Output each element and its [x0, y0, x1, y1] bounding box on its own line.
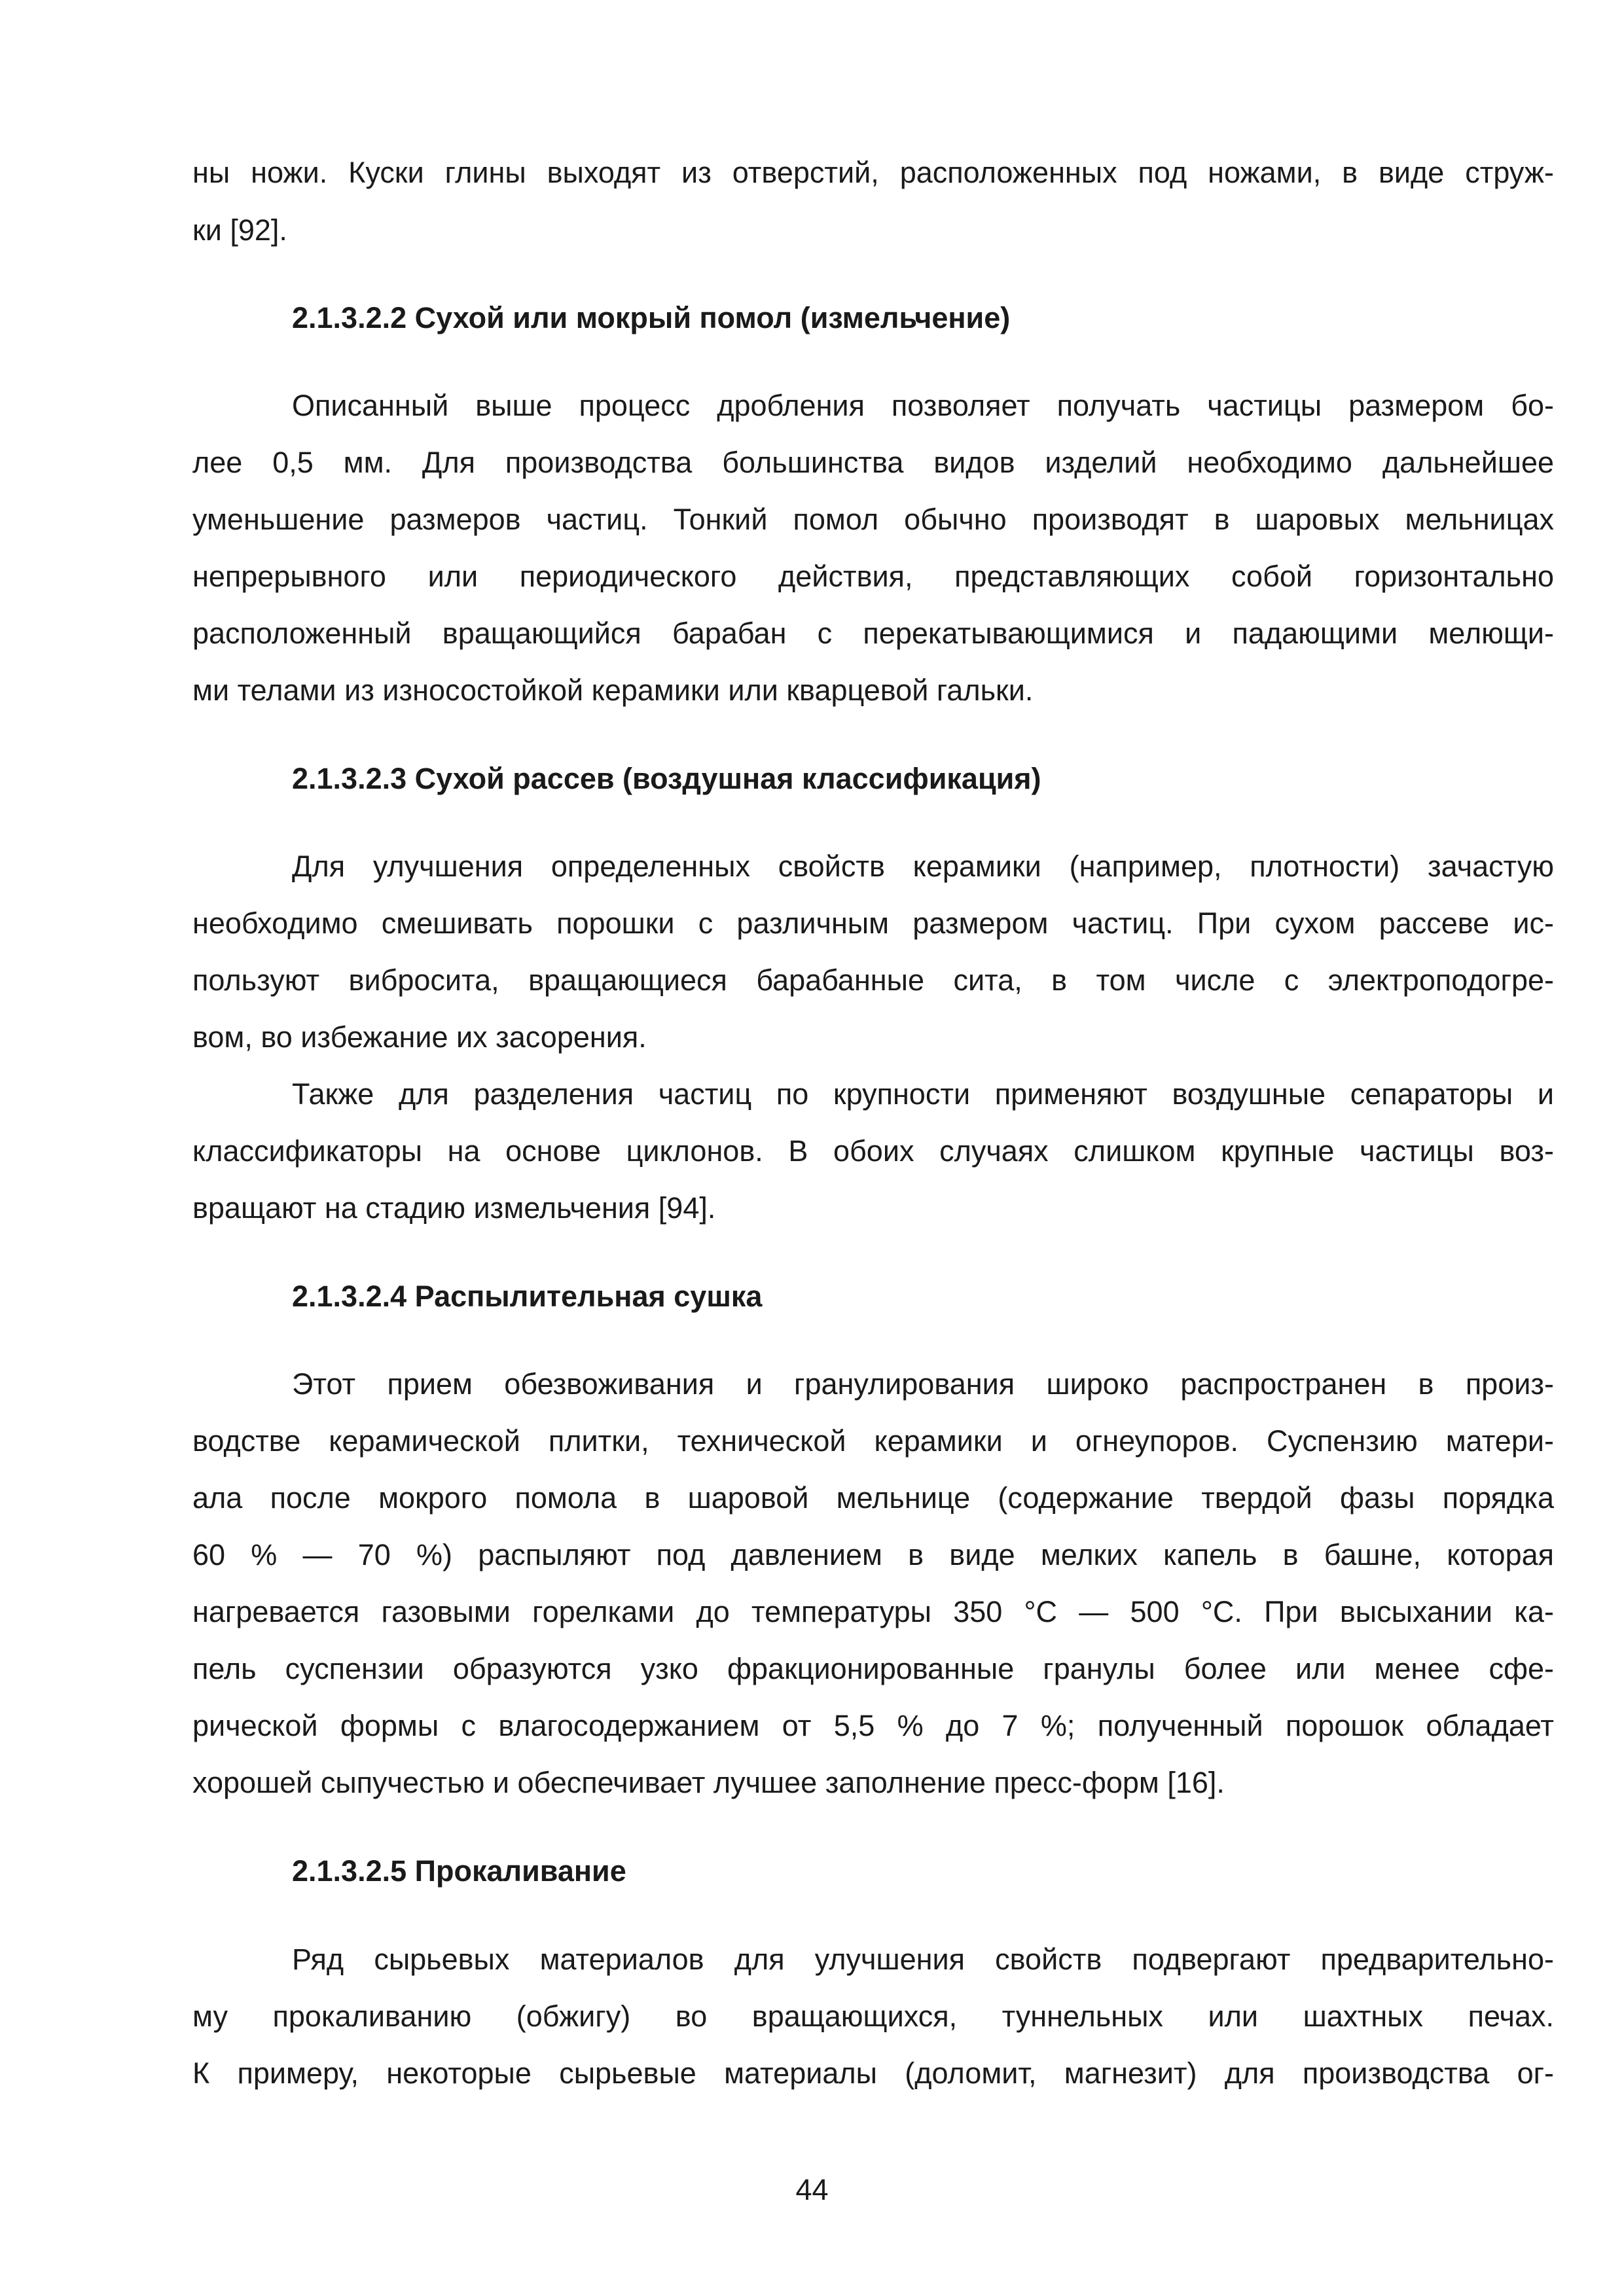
body-text-line: му прокаливанию (обжигу) во вращающихся, туннельных или шахтных печах.: [192, 2000, 1554, 2033]
body-text-line: вращают на стадию измельчения [94].: [192, 1191, 716, 1225]
body-text-line: Ряд сырьевых материалов для улучшения свойств подвергают предварительно-: [292, 1943, 1554, 1976]
body-text-line: лее 0,5 мм. Для производства большинства видов изделий необходимо дальнейшее: [192, 446, 1554, 479]
page-number: 44: [795, 2173, 829, 2206]
body-text-line: необходимо смешивать порошки с различным размером частиц. При сухом рассеве ис-: [192, 906, 1554, 940]
body-text-line: Также для разделения частиц по крупности применяют воздушные сепараторы и: [292, 1077, 1554, 1111]
body-text-line: рической формы с влагосодержанием от 5,5 % до 7 %; полученный порошок обладает: [192, 1709, 1554, 1742]
body-text-line: ала после мокрого помола в шаровой мельнице (содержание твердой фазы порядка: [192, 1481, 1554, 1515]
body-text-line: 60 % — 70 %) распыляют под давлением в виде мелких капель в башне, которая: [192, 1538, 1554, 1571]
body-text-line: хорошей сыпучестью и обеспечивает лучшее заполнение пресс-форм [16].: [192, 1766, 1225, 1799]
body-text-line: непрерывного или периодического действия, представляющих собой горизонтально: [192, 560, 1554, 593]
body-text-line: уменьшение размеров частиц. Тонкий помол обычно производят в шаровых мельницах: [192, 503, 1554, 536]
section-heading: 2.1.3.2.4 Распылительная сушка: [292, 1280, 763, 1313]
section-heading: 2.1.3.2.2 Сухой или мокрый помол (измельчение): [292, 301, 1011, 334]
body-text-line: ми телами из износостойкой керамики или кварцевой гальки.: [192, 673, 1034, 707]
body-text-line: водстве керамической плитки, технической керамики и огнеупоров. Суспензию матери-: [192, 1424, 1554, 1458]
body-text-line: Для улучшения определенных свойств керамики (например, плотности) зачастую: [292, 850, 1554, 883]
body-text-line: Описанный выше процесс дробления позволяет получать частицы размером бо-: [292, 389, 1554, 422]
body-text-line: ны ножи. Куски глины выходят из отверстий, расположенных под ножами, в виде струж-: [192, 156, 1554, 189]
body-text-line: классификаторы на основе циклонов. В обоих случаях слишком крупные частицы воз-: [192, 1134, 1554, 1168]
body-text-line: расположенный вращающийся барабан с перекатывающимися и падающими мелющи-: [192, 617, 1554, 650]
body-text-line: вом, во избежание их засорения.: [192, 1020, 647, 1054]
body-text-line: ки [92].: [192, 213, 287, 247]
body-text-line: Этот прием обезвоживания и гранулирования широко распространен в произ-: [292, 1367, 1554, 1401]
body-text-line: нагревается газовыми горелками до температуры 350 °С — 500 °С. При высыхании ка-: [192, 1595, 1554, 1628]
body-text-line: пользуют вибросита, вращающиеся барабанные сита, в том числе с электроподогре-: [192, 963, 1554, 997]
body-text-line: пель суспензии образуются узко фракционированные гранулы более или менее сфе-: [192, 1652, 1554, 1685]
section-heading: 2.1.3.2.5 Прокаливание: [292, 1854, 626, 1888]
body-text-line: К примеру, некоторые сырьевые материалы (доломит, магнезит) для производства ог-: [192, 2056, 1554, 2090]
section-heading: 2.1.3.2.3 Сухой рассев (воздушная классификация): [292, 762, 1041, 795]
